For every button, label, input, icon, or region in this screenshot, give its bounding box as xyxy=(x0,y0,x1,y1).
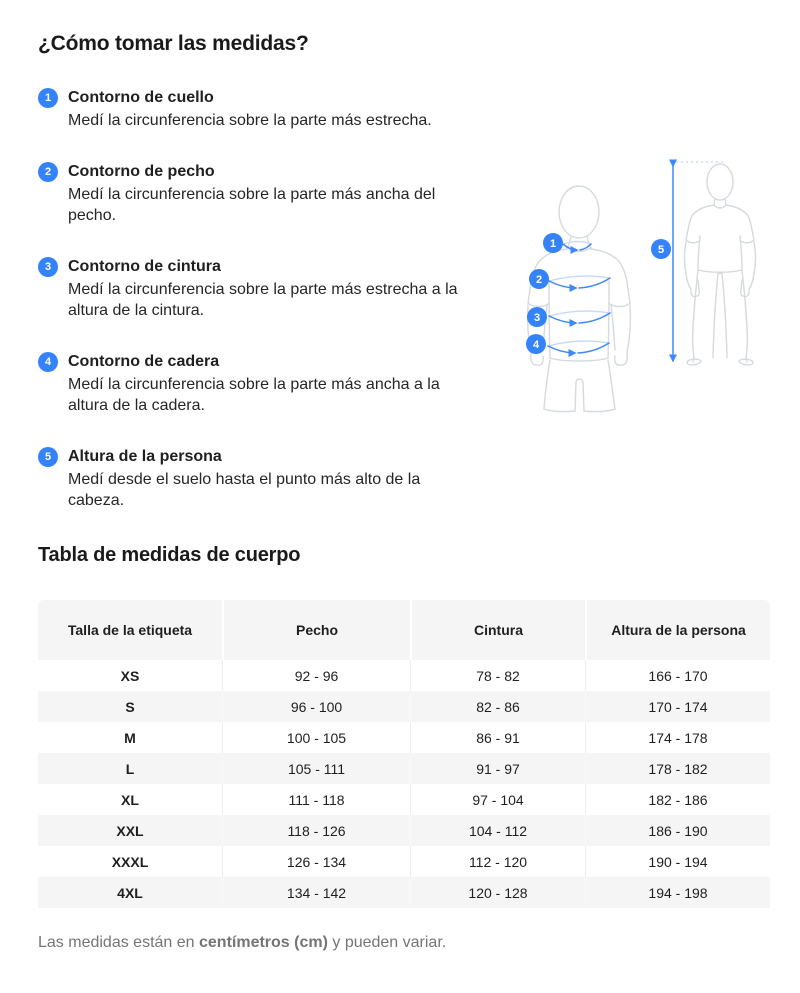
height-cell: 174 - 178 xyxy=(585,722,770,753)
step-label: Altura de la persona xyxy=(68,448,222,465)
figure-marker-3-icon xyxy=(527,307,547,327)
step-label: Contorno de cintura xyxy=(68,258,221,275)
body-measurements-table xyxy=(38,600,770,908)
column-header-waist: Cintura xyxy=(410,600,585,660)
waist-cell: 112 - 120 xyxy=(410,846,585,877)
chest-measure-line xyxy=(549,276,610,288)
size-cell: 4XL xyxy=(38,877,222,908)
height-body-figure-illustration xyxy=(640,148,790,383)
column-header-chest: Pecho xyxy=(222,600,410,660)
height-cell: 166 - 170 xyxy=(585,660,770,691)
waist-cell: 82 - 86 xyxy=(410,691,585,722)
chest-cell: 134 - 142 xyxy=(222,877,410,908)
step-2-badge-icon: 2 xyxy=(38,162,58,182)
size-cell: S xyxy=(38,691,222,722)
figure-marker-5-icon xyxy=(651,239,671,259)
waist-cell: 104 - 112 xyxy=(410,815,585,846)
step-3-badge-icon: 3 xyxy=(38,257,58,277)
step-5-badge-icon: 5 xyxy=(38,447,58,467)
svg-text:4: 4 xyxy=(532,339,540,351)
footnote-units: centímetros (cm) xyxy=(199,934,328,951)
size-cell: M xyxy=(124,729,136,746)
height-cell: 170 - 174 xyxy=(585,691,770,722)
size-cell: XL xyxy=(121,791,139,808)
page-title: ¿Cómo tomar las medidas? xyxy=(38,32,309,55)
table-row xyxy=(38,846,770,877)
column-header-height: Altura de la persona xyxy=(585,600,770,660)
step-description: Medí la circunferencia sobre la parte más estrecha a la altura de la cintura. xyxy=(68,281,458,319)
body-outline xyxy=(528,186,631,412)
height-cell: 190 - 194 xyxy=(585,846,770,877)
chest-cell: 96 - 100 xyxy=(222,691,410,722)
height-cell: 178 - 182 xyxy=(585,753,770,784)
height-cell: 182 - 186 xyxy=(585,784,770,815)
table-row xyxy=(38,877,770,908)
step-waist xyxy=(38,256,508,321)
waist-cell: 78 - 82 xyxy=(410,660,585,691)
chest-cell: 105 - 111 xyxy=(222,753,410,784)
svg-text:3: 3 xyxy=(533,312,541,324)
step-neck xyxy=(38,87,508,131)
step-description: Medí la circunferencia sobre la parte más ancha del pecho. xyxy=(68,186,436,224)
figure-marker-2-icon xyxy=(529,269,549,289)
figure-marker-4-icon xyxy=(526,334,546,354)
chest-cell: 100 - 105 xyxy=(222,722,410,753)
table-row xyxy=(38,753,770,784)
column-header-size: Talla de la etiqueta xyxy=(38,600,222,660)
waist-cell: 120 - 128 xyxy=(410,877,585,908)
chest-cell: 92 - 96 xyxy=(222,660,410,691)
measurement-steps-list xyxy=(38,87,508,541)
hip-measure-line xyxy=(548,341,609,353)
waist-cell: 91 - 97 xyxy=(410,753,585,784)
svg-text:5: 5 xyxy=(657,244,665,256)
step-hip xyxy=(38,351,508,416)
chest-cell: 118 - 126 xyxy=(222,815,410,846)
chest-cell: 126 - 134 xyxy=(222,846,410,877)
step-label: Contorno de cadera xyxy=(68,353,220,370)
size-cell: L xyxy=(38,753,222,784)
figure-marker-1-icon xyxy=(543,233,563,253)
step-4-badge-icon: 4 xyxy=(38,352,58,372)
svg-text:2: 2 xyxy=(535,274,543,286)
table-header-row xyxy=(38,600,770,660)
table-row xyxy=(38,660,770,691)
waist-cell: 97 - 104 xyxy=(410,784,585,815)
step-1-badge-icon: 1 xyxy=(38,88,58,108)
waist-cell: 86 - 91 xyxy=(410,722,585,753)
footnote-prefix: Las medidas están en xyxy=(38,934,199,951)
step-chest xyxy=(38,161,508,226)
height-measure-line xyxy=(673,162,725,361)
step-label: Contorno de cuello xyxy=(68,89,214,106)
size-cell: XS xyxy=(120,667,140,684)
table-row xyxy=(38,784,770,815)
step-description: Medí la circunferencia sobre la parte más estrecha. xyxy=(68,112,432,129)
table-row xyxy=(38,815,770,846)
step-label: Contorno de pecho xyxy=(68,163,215,180)
height-cell: 186 - 190 xyxy=(585,815,770,846)
size-table-title: Tabla de medidas de cuerpo xyxy=(38,544,301,566)
footnote-suffix: y pueden variar. xyxy=(327,934,447,951)
svg-text:1: 1 xyxy=(549,238,557,250)
table-row xyxy=(38,722,770,753)
height-cell: 194 - 198 xyxy=(585,877,770,908)
size-cell: XXL xyxy=(38,815,222,846)
step-description: Medí desde el suelo hasta el punto más alto de la cabeza. xyxy=(68,471,421,509)
table-row xyxy=(38,691,770,722)
body-outline xyxy=(685,164,756,365)
chest-cell: 111 - 118 xyxy=(222,784,410,815)
step-description: Medí la circunferencia sobre la parte más ancha a la altura de la cadera. xyxy=(68,376,440,414)
units-footnote xyxy=(38,934,446,952)
step-height xyxy=(38,446,508,511)
size-cell: XXXL xyxy=(111,853,149,870)
waist-measure-line xyxy=(549,311,610,323)
